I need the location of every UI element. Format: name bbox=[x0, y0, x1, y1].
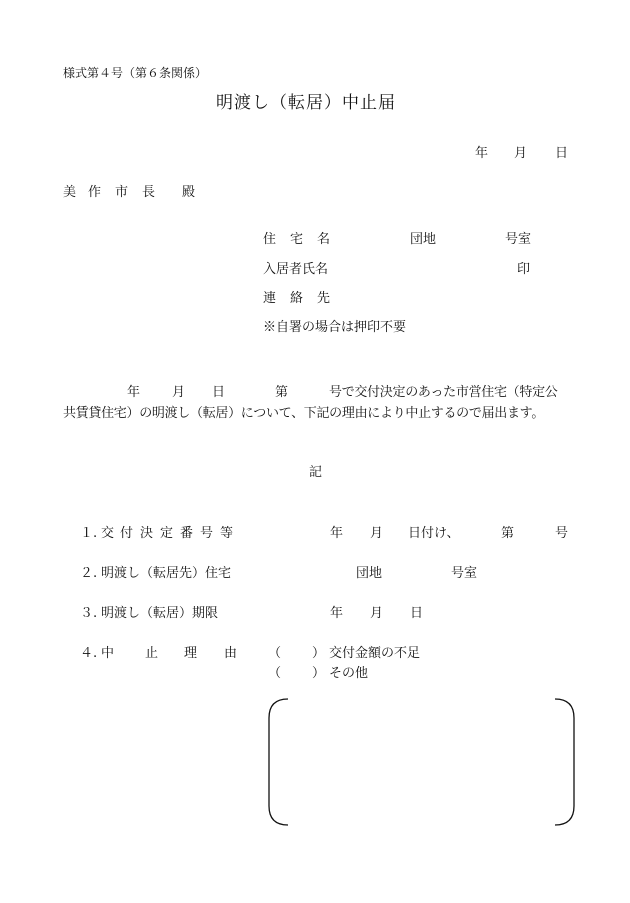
label-char: 止 bbox=[145, 646, 159, 661]
item1-number: １. bbox=[80, 526, 98, 541]
checkbox-close-paren: ） bbox=[312, 646, 326, 661]
addressee-char: 作 bbox=[88, 185, 102, 200]
item3-year: 年 bbox=[330, 606, 344, 621]
item3-label: 明渡し（転居）期限 bbox=[101, 606, 219, 621]
item3-number: ３. bbox=[80, 606, 98, 621]
statement-line2: 共賃貸住宅）の明渡し（転居）について、下記の理由により中止するので届出ます。 bbox=[63, 406, 545, 421]
item1-dai: 第 bbox=[501, 526, 515, 541]
form-title: 明渡し（転居）中止届 bbox=[216, 93, 396, 113]
label-char: 号 bbox=[200, 526, 214, 541]
statement-month: 月 bbox=[172, 385, 186, 400]
label-char: 名 bbox=[317, 232, 331, 247]
item1-date-suffix: 日付け、 bbox=[408, 526, 460, 541]
signature-note: ※自署の場合は押印不要 bbox=[263, 320, 407, 335]
statement-dai: 第 bbox=[275, 385, 289, 400]
item2-room: 号室 bbox=[451, 566, 478, 581]
item2-number: ２. bbox=[80, 566, 98, 581]
room-label: 号室 bbox=[505, 232, 532, 247]
label-char: 絡 bbox=[290, 291, 304, 306]
checkbox-close-paren: ） bbox=[312, 666, 326, 681]
item3-day: 日 bbox=[410, 606, 424, 621]
item3-month: 月 bbox=[370, 606, 384, 621]
item1-year: 年 bbox=[330, 526, 344, 541]
label-char: 決 bbox=[140, 526, 154, 541]
label-char: 等 bbox=[220, 526, 234, 541]
label-char: 理 bbox=[184, 646, 198, 661]
label-char: 中 bbox=[101, 646, 115, 661]
statement-line1: 号で交付決定のあった市営住宅（特定公 bbox=[329, 385, 558, 400]
item2-danchi: 団地 bbox=[356, 566, 383, 581]
checkbox-open-paren: （ bbox=[268, 646, 282, 661]
bracket-frame bbox=[268, 698, 575, 826]
checkbox-open-paren: （ bbox=[268, 666, 282, 681]
ki-heading: 記 bbox=[309, 465, 323, 480]
resident-name-label: 入居者氏名 bbox=[263, 262, 329, 277]
label-char: 住 bbox=[263, 232, 277, 247]
addressee-char: 長 bbox=[142, 185, 156, 200]
item2-label: 明渡し（転居先）住宅 bbox=[101, 566, 232, 581]
item1-month: 月 bbox=[370, 526, 384, 541]
label-char: 連 bbox=[263, 291, 277, 306]
option-label: 交付金額の不足 bbox=[329, 646, 421, 661]
label-char: 番 bbox=[180, 526, 194, 541]
date-month-label: 月 bbox=[514, 146, 528, 161]
danchi-label: 団地 bbox=[410, 232, 437, 247]
item1-go: 号 bbox=[555, 526, 569, 541]
addressee-char: 美 bbox=[63, 185, 77, 200]
label-char: 由 bbox=[224, 646, 238, 661]
item4-number: ４. bbox=[80, 646, 98, 661]
statement-year: 年 bbox=[127, 385, 141, 400]
date-year-label: 年 bbox=[475, 146, 489, 161]
label-char: 定 bbox=[160, 526, 174, 541]
date-day-label: 日 bbox=[555, 146, 569, 161]
label-char: 先 bbox=[317, 291, 331, 306]
addressee-char: 市 bbox=[115, 185, 129, 200]
label-char: 交 bbox=[101, 526, 115, 541]
option-label: その他 bbox=[329, 666, 369, 681]
statement-day: 日 bbox=[212, 385, 226, 400]
form-number: 様式第４号（第６条関係） bbox=[63, 66, 208, 80]
seal-mark: 印 bbox=[517, 262, 531, 277]
other-reason-area[interactable] bbox=[268, 698, 575, 826]
addressee-honorific: 殿 bbox=[182, 185, 196, 200]
label-char: 付 bbox=[120, 526, 134, 541]
label-char: 宅 bbox=[290, 232, 304, 247]
